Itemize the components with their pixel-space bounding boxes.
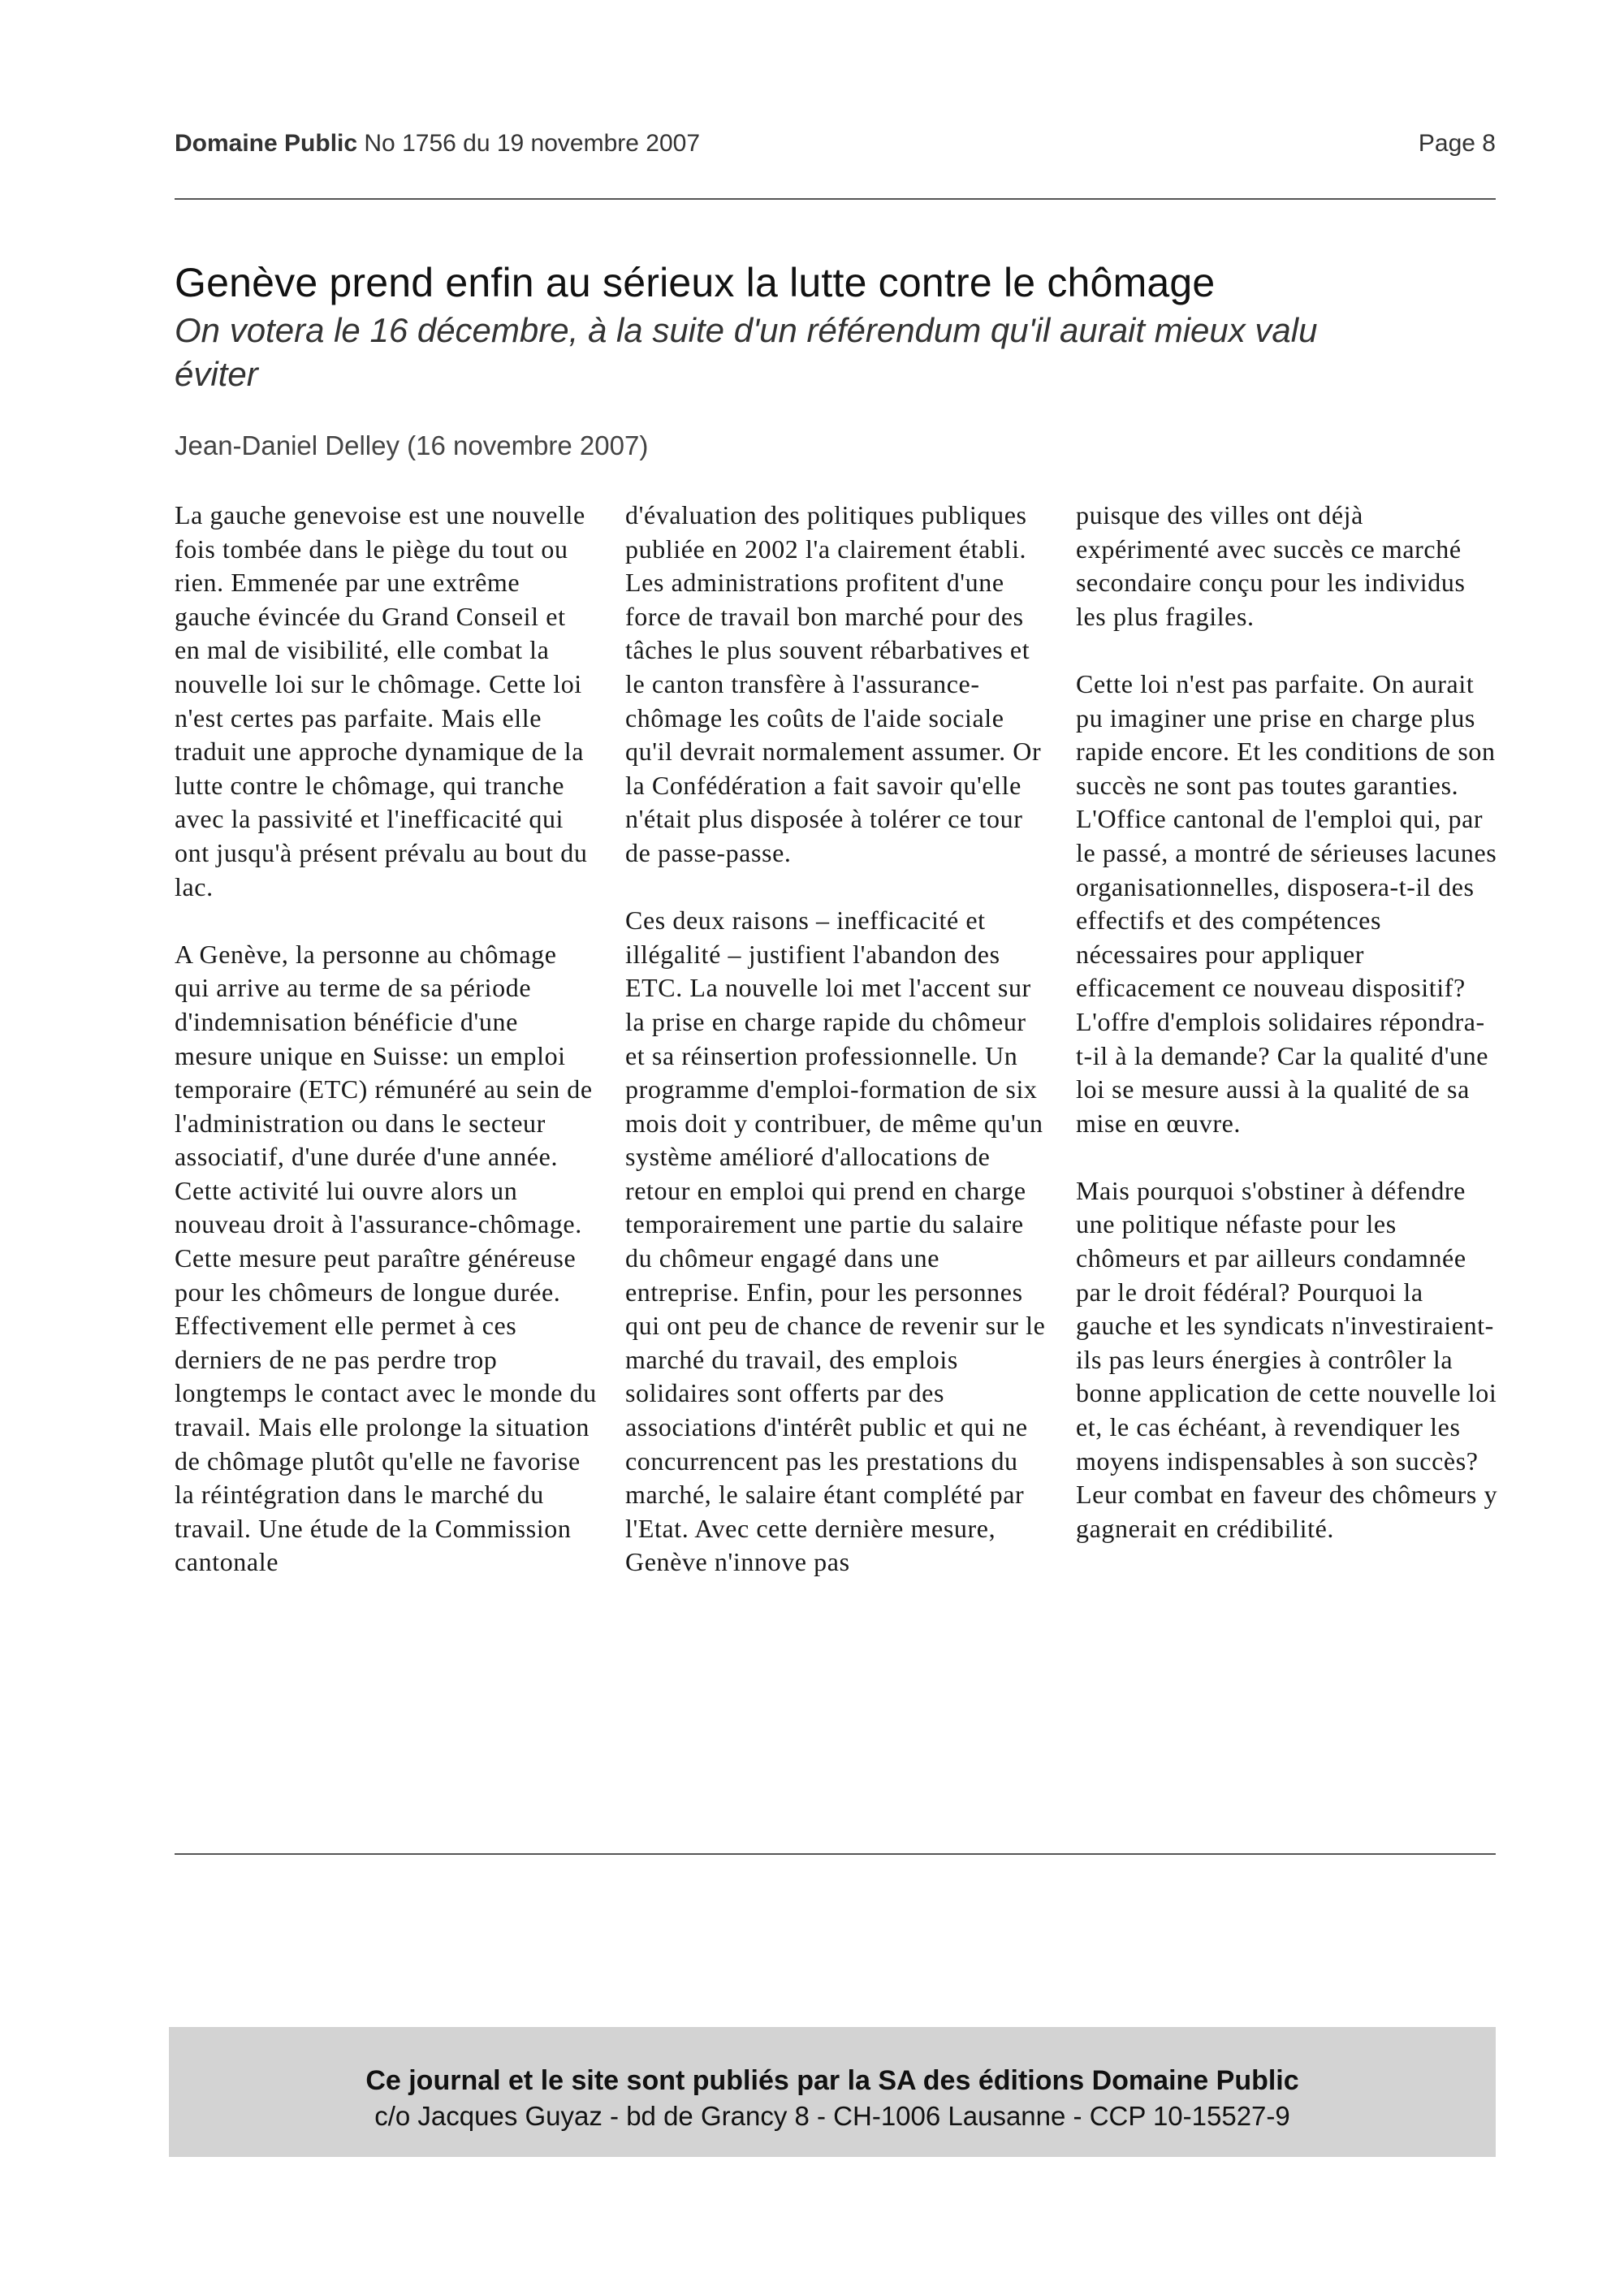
publisher-footer: [169, 2027, 1496, 2157]
paragraph: Ces deux raisons – inefficacité et illégalité – justifient l'abandon des ETC. La nouvelle loi met l'accent sur la prise en charge rapide du chômeur et sa réinsertion professionnelle. Un programme d'emploi-formation de six mois doit y contribuer, de même qu'un système amélioré d'allocations de retour en emploi qui prend en charge temporairement une partie du salaire du chômeur engagé dans une entreprise. Enfin, pour les personnes qui ont peu de chance de revenir sur le marché du travail, des emplois solidaires sont offerts par des associations d'intérêt public et qui ne concurrencent pas les prestations du marché, le salaire étant complété par l'Etat. Avec cette dernière mesure, Genève n'innove pas: [625, 905, 1046, 1577]
page-header: [175, 130, 1496, 169]
article-column-3: [1076, 499, 1498, 1847]
article-body: [175, 499, 1498, 1847]
article-subtitle: On votera le 16 décembre, à la suite d'un référendum qu'il aurait mieux valu éviter: [175, 311, 1318, 393]
article-column-2: [625, 499, 1047, 1847]
footer-publisher-line: Ce journal et le site sont publiés par la SA des éditions Domaine Public: [365, 2065, 1299, 2096]
paragraph: d'évaluation des politiques publiques publiée en 2002 l'a clairement établi. Les administrations profitent d'une force de travail bon marché pour des tâches le plus souvent rébarbatives et le canton transfère à l'assurance-chômage les coûts de l'aide sociale qu'il devrait normalement assumer. Or la Confédération a fait savoir qu'elle n'était plus disposée à tolérer ce tour de passe-passe.: [625, 500, 1042, 867]
paragraph: La gauche genevoise est une nouvelle fois tombée dans le piège du tout ou rien. Emmenée par une extrême gauche évincée du Grand Conseil et en mal de visibilité, elle combat la nouvelle loi sur le chômage. Cette loi n'est certes pas parfaite. Mais elle traduit une approche dynamique de la lutte contre le chômage, qui tranche avec la passivité et l'inefficacité qui ont jusqu'à présent prévalu au bout du lac.: [175, 500, 588, 901]
publication-name: Domaine Public: [175, 130, 358, 157]
article-byline: Jean-Daniel Delley (16 novembre 2007): [175, 430, 649, 460]
header-divider: [175, 198, 1496, 200]
page-number: Page 8: [1418, 130, 1496, 157]
article-heading: [175, 258, 1496, 396]
issue-info: No 1756 du 19 novembre 2007: [364, 130, 701, 157]
paragraph: Mais pourquoi s'obstiner à défendre une politique néfaste pour les chômeurs et par ailleurs condamnée par le droit fédéral? Pourquoi la gauche et les syndicats n'investiraient-ils pas leurs énergies à contrôler la bonne application de cette nouvelle loi et, le cas échéant, à revendiquer les moyens indispensables à son succès? Leur combat en faveur des chômeurs y gagnerait en crédibilité.: [1076, 1175, 1498, 1543]
paragraph: puisque des villes ont déjà expérimenté avec succès ce marché secondaire conçu pour les individus les plus fragiles.: [1076, 500, 1466, 631]
article-end-divider: [175, 1853, 1496, 1855]
paragraph: A Genève, la personne au chômage qui arrive au terme de sa période d'indemnisation bénéficie d'une mesure unique en Suisse: un emploi temporaire (ETC) rémunéré au sein de l'administration ou dans le secteur associatif, d'une durée d'une année. Cette activité lui ouvre alors un nouveau droit à l'assurance-chômage. Cette mesure peut paraître généreuse pour les chômeurs de longue durée. Effectivement elle permet à ces derniers de ne pas perdre trop longtemps le contact avec le monde du travail. Mais elle prolonge la situation de chômage plutôt qu'elle ne favorise la réintégration dans le marché du travail. Une étude de la Commission cantonale: [175, 939, 597, 1577]
article-title: Genève prend enfin au sérieux la lutte contre le chômage: [175, 260, 1216, 305]
article-column-1: [175, 499, 597, 1847]
paragraph: Cette loi n'est pas parfaite. On aurait pu imaginer une prise en charge plus rapide encore. Et les conditions de son succès ne sont pas toutes garanties. L'Office cantonal de l'emploi qui, par le passé, a montré de sérieuses lacunes organisationnelles, disposera-t-il des effectifs et des compétences nécessaires pour appliquer efficacement ce nouveau dispositif? L'offre d'emplois solidaires répondra-t-il à la demande? Car la qualité d'une loi se mesure aussi à la qualité de sa mise en œuvre.: [1076, 668, 1497, 1138]
footer-address-line: c/o Jacques Guyaz - bd de Grancy 8 - CH-1006 Lausanne - CCP 10-15527-9: [374, 2101, 1290, 2131]
